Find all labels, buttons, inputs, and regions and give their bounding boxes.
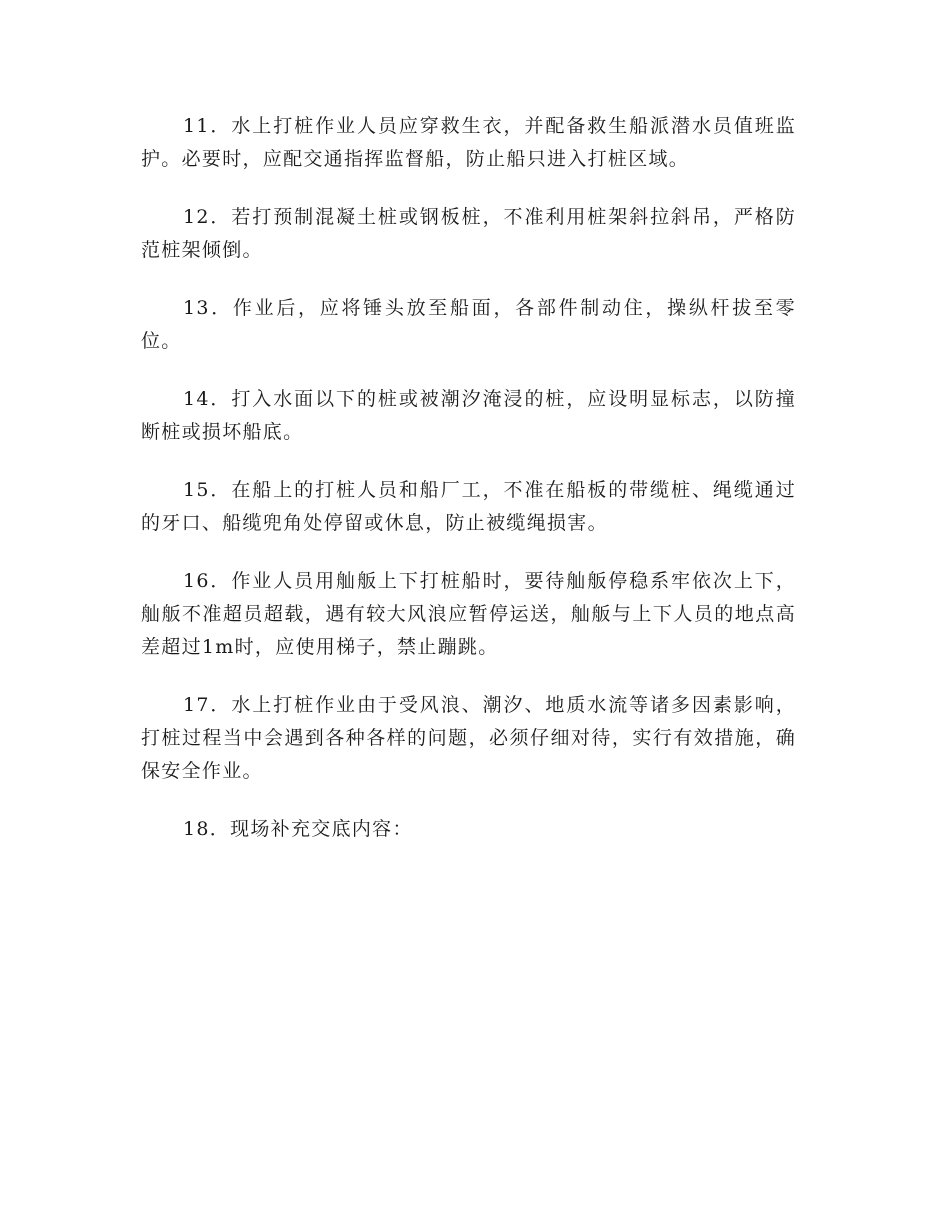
paragraph-13: 13．作业后，应将锤头放至船面，各部件制动住，操纵杆拔至零位。 xyxy=(141,297,796,352)
paragraph-17: 17．水上打桩作业由于受风浪、潮汐、地质水流等诸多因素影响，打桩过程当中会遇到各种各样的问题，必须仔细对待，实行有效措施，确保安全作业。 xyxy=(141,694,796,782)
paragraph-15: 15．在船上的打桩人员和船厂工，不准在船板的带缆桩、绳缆通过的牙口、船缆兜角处停留或休息，防止被缆绳损害。 xyxy=(141,479,796,534)
paragraph-12: 12．若打预制混凝土桩或钢板桩，不准利用桩架斜拉斜吊，严格防范桩架倾倒。 xyxy=(141,206,796,261)
paragraph-16: 16．作业人员用舢舨上下打桩船时，要待舢舨停稳系牢依次上下，舢舨不准超员超载，遇有较大风浪应暂停运送，舢舨与上下人员的地点高差超过1m时，应使用梯子，禁止蹦跳。 xyxy=(141,570,796,658)
paragraph-11: 11．水上打桩作业人员应穿救生衣，并配备救生船派潜水员值班监护。必要时，应配交通指挥监督船，防止船只进入打桩区域。 xyxy=(141,115,796,170)
paragraph-18: 18．现场补充交底内容： xyxy=(183,818,413,840)
document-body xyxy=(141,110,796,871)
paragraph-14: 14．打入水面以下的桩或被潮汐淹浸的桩，应设明显标志，以防撞断桩或损坏船底。 xyxy=(141,388,796,443)
